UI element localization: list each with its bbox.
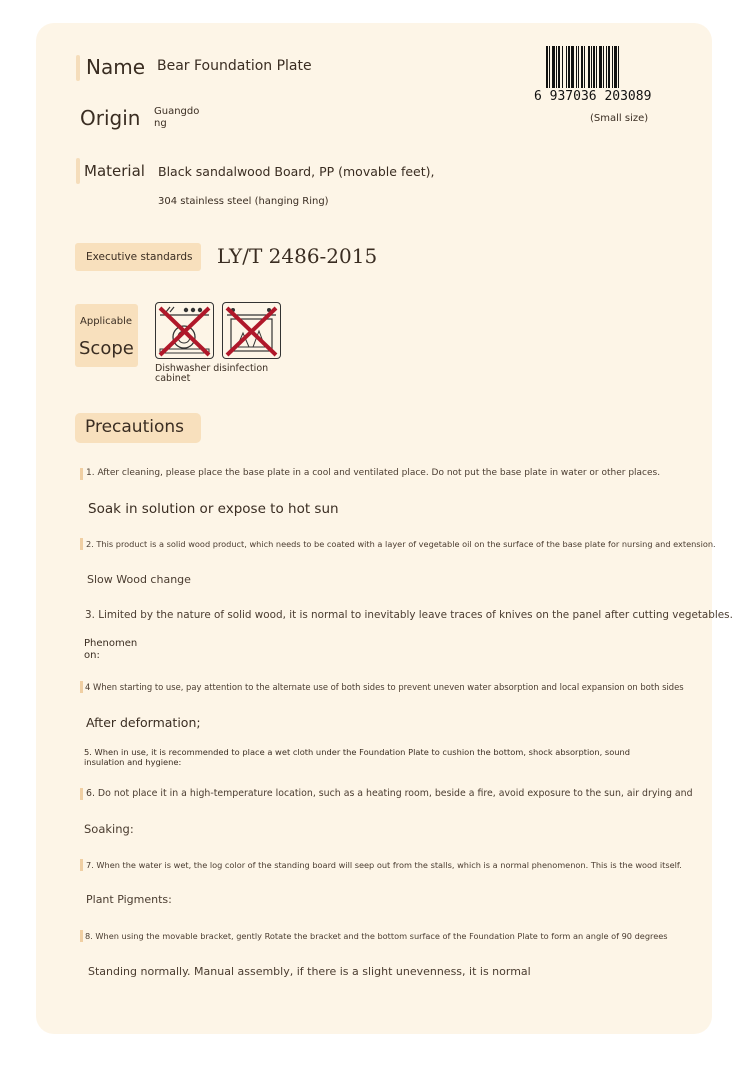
precaution-7-follow: Plant Pigments:	[86, 893, 172, 906]
precaution-2: 2. This product is a solid wood product, which needs to be coated with a layer of vegetable oil on the surface of the base plate for nursing and extension.	[86, 539, 716, 549]
precaution-2-follow: Slow Wood change	[87, 573, 191, 586]
precaution-3: 3. Limited by the nature of solid wood, it is normal to inevitably leave traces of knives on the panel after cutting vegetables.	[85, 609, 733, 621]
precaution-4: 4 When starting to use, pay attention to the alternate use of both sides to prevent uneven water absorption and local expansion on both sides	[85, 682, 684, 692]
scope-label-large: Scope	[79, 338, 134, 359]
precaution-1-follow: Soak in solution or expose to hot sun	[88, 501, 339, 517]
precautions-title: Precautions	[85, 417, 184, 437]
precaution-3-follow	[84, 638, 137, 662]
material-accent	[76, 158, 80, 184]
scope-caption-line2: cabinet	[155, 373, 191, 384]
origin-value-line1: Guangdo	[154, 106, 200, 117]
name-accent	[76, 55, 80, 81]
precaution-3-follow-line2: on:	[84, 650, 100, 661]
material-value-line1: Black sandalwood Board, PP (movable feet),	[158, 164, 435, 179]
scope-label-small: Applicable	[80, 316, 132, 327]
precaution-7: 7. When the water is wet, the log color of the standing board will seep out from the stalls, which is a normal phenomenon. This is the wood itself.	[86, 860, 682, 870]
precaution-5	[84, 748, 630, 767]
precaution-5-line2: insulation and hygiene:	[84, 756, 182, 767]
precaution-1: 1. After cleaning, please place the base plate in a cool and ventilated place. Do not put the base plate in water or other places.	[86, 468, 661, 478]
barcode-number: 6 937036 203089	[534, 89, 652, 102]
origin-value	[154, 106, 199, 130]
precaution-8-follow: Standing normally. Manual assembly, if there is a slight unevenness, it is normal	[88, 965, 531, 978]
precaution-marker	[80, 859, 83, 871]
precaution-3-follow-line1: Phenomen	[84, 638, 138, 649]
precaution-4-follow: After deformation;	[86, 715, 201, 730]
precaution-8: 8. When using the movable bracket, gently Rotate the bracket and the bottom surface of the Foundation Plate to form an angle of 90 degrees	[85, 931, 668, 941]
scope-caption	[155, 364, 268, 384]
name-label: Name	[86, 55, 146, 79]
scope-caption-line1: Dishwasher disinfection	[155, 363, 269, 374]
precaution-6: 6. Do not place it in a high-temperature location, such as a heating room, beside a fire, avoid exposure to the sun, air drying and	[86, 788, 693, 799]
material-value-line2: 304 stainless steel (hanging Ring)	[158, 196, 329, 207]
material-label: Material	[84, 162, 145, 180]
disinfection-cabinet-prohibited-icon	[222, 302, 281, 359]
precaution-marker	[80, 538, 83, 550]
dishwasher-prohibited-icon	[155, 302, 214, 359]
precaution-5-line1: 5. When in use, it is recommended to place a wet cloth under the Foundation Plate to cushion the bottom, shock absorption, sound	[84, 747, 631, 757]
barcode-caption: (Small size)	[590, 113, 649, 124]
name-value: Bear Foundation Plate	[157, 58, 312, 74]
precaution-marker	[80, 681, 83, 693]
precaution-marker	[80, 930, 83, 942]
barcode	[534, 44, 684, 102]
standards-value: LY/T 2486-2015	[217, 244, 378, 268]
origin-label: Origin	[80, 106, 141, 130]
precaution-marker	[80, 468, 83, 480]
origin-value-line2: ng	[154, 118, 167, 129]
standards-label: Executive standards	[86, 251, 193, 263]
precaution-6-follow: Soaking:	[84, 822, 134, 836]
precaution-marker	[80, 788, 83, 800]
